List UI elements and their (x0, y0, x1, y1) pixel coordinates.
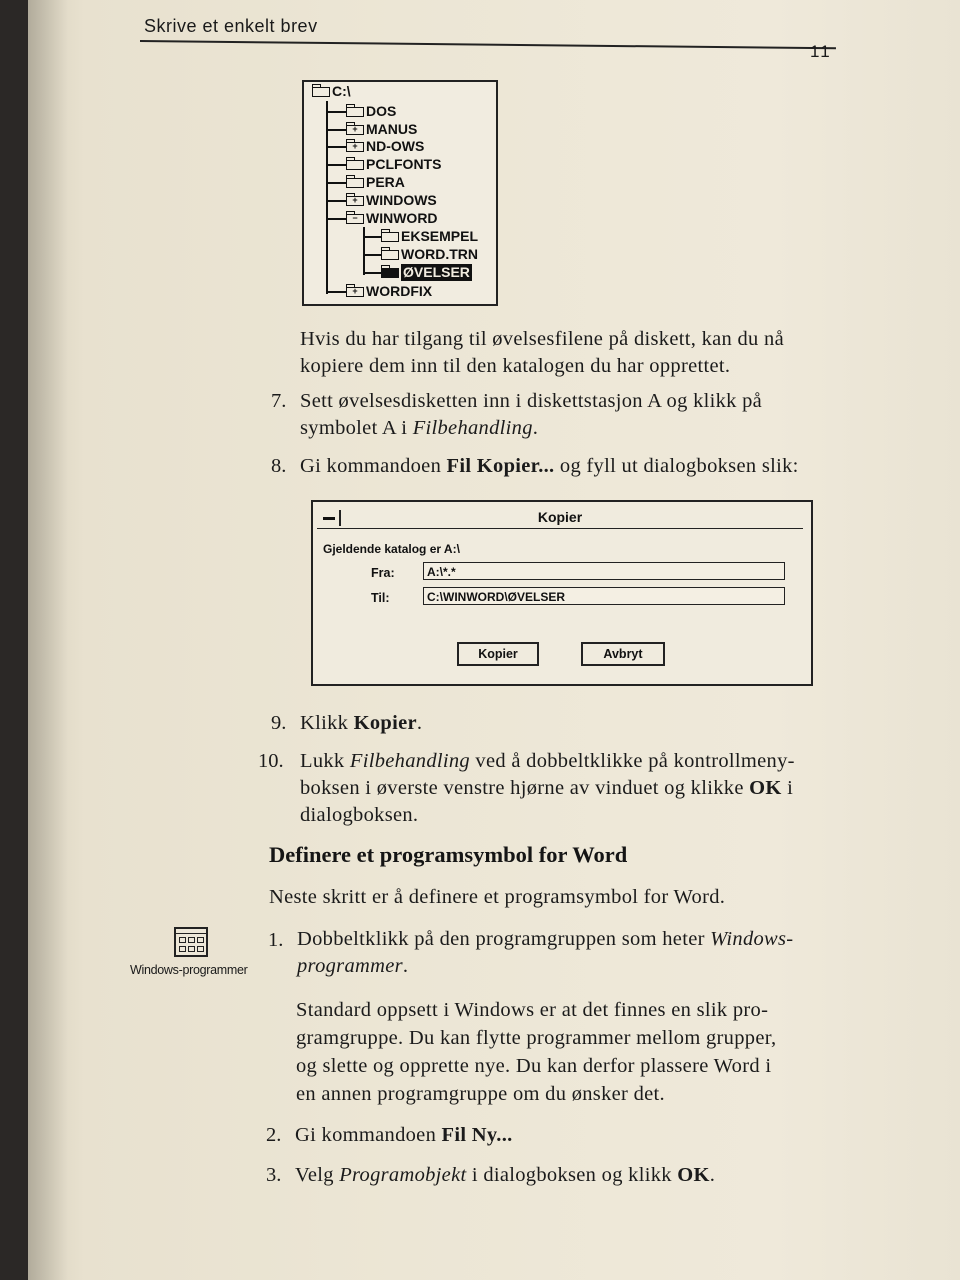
section-step-3-text: Velg Programobjekt i dialogboksen og klikk OK. (295, 1164, 716, 1186)
section-lead: Neste skritt er å definere et programsymbol for Word. (269, 886, 726, 908)
tree-item-word-trn: WORD.TRN (365, 246, 478, 263)
step-number: 7. (271, 390, 287, 412)
tree-item-pera: PERA (328, 174, 405, 191)
tree-item-pclfonts: PCLFONTS (328, 156, 441, 173)
step-number: 9. (271, 712, 287, 734)
tree-item-ovelser-selected: ØVELSER (365, 264, 472, 281)
from-input: A:\*.* (423, 562, 785, 580)
folder-plus-icon: + (346, 196, 364, 206)
folder-plus-icon: + (346, 287, 364, 297)
folder-minus-icon: − (346, 214, 364, 224)
folder-plus-icon: + (346, 142, 364, 152)
folder-icon (346, 160, 364, 170)
cancel-button: Avbryt (581, 642, 665, 666)
tree-item-wordfix: + WORDFIX (328, 283, 432, 300)
book-page (28, 0, 960, 1280)
to-input: C:\WINWORD\ØVELSER (423, 587, 785, 605)
step-number: 3. (266, 1164, 282, 1186)
intro-paragraph: Hvis du har tilgang til øvelsesfilene på diskett, kan du nå kopiere dem inn til den katalogen du har opprettet. (300, 328, 784, 377)
tree-item-winword: − WINWORD (328, 210, 438, 227)
dialog-titlebar (317, 508, 803, 529)
dialog-title: Kopier (537, 509, 583, 525)
step-7-text: Sett øvelsesdisketten inn i diskettstasjon A og klikk på symbolet A i Filbehandling. (300, 390, 763, 439)
directory-tree-figure (302, 80, 498, 306)
tree-item-nd-ows: + ND-OWS (328, 138, 424, 155)
step-number: 2. (266, 1124, 282, 1146)
section-step-1-paragraph: Standard oppsett i Windows er at det finnes en slik pro- gramgruppe. Du kan flytte programmer mellom grupper, og slette og opprette nye. Du kan derfor plassere Word i en annen programgruppe om du ønsker det. (296, 999, 777, 1105)
tree-root: C:\ (312, 83, 351, 100)
tree-item-manus: + MANUS (328, 121, 417, 138)
from-label: Fra: (371, 566, 395, 580)
program-group-caption: Windows-programmer (130, 963, 248, 977)
step-8-text: Gi kommandoen Fil Kopier... og fyll ut dialogboksen slik: (300, 455, 799, 477)
folder-plus-icon: + (346, 125, 364, 135)
current-directory-label: Gjeldende katalog er A:\ (323, 542, 460, 556)
section-heading: Definere et programsymbol for Word (269, 842, 628, 867)
step-10-text: Lukk Filbehandling ved å dobbeltklikke på kontrollmeny- boksen i øverste venstre hjørne av vinduet og klikke OK i dialogboksen. (300, 750, 795, 826)
tree-item-eksempel: EKSEMPEL (365, 228, 478, 245)
step-number: 8. (271, 455, 287, 477)
folder-icon (346, 178, 364, 188)
folder-icon (381, 250, 399, 260)
step-number: 10. (258, 750, 284, 772)
program-group-icon (174, 927, 208, 957)
folder-icon (346, 107, 364, 117)
section-step-2-text: Gi kommandoen Fil Ny... (295, 1124, 513, 1146)
to-label: Til: (371, 591, 390, 605)
open-folder-icon (312, 87, 330, 97)
folder-icon (381, 268, 399, 278)
section-step-1-text: Dobbeltklikk på den programgruppen som heter Windows- programmer. (297, 928, 794, 977)
tree-item-windows: + WINDOWS (328, 192, 437, 209)
step-9-text: Klikk Kopier. (300, 712, 423, 734)
page-number: 11 (810, 42, 832, 61)
step-number: 1. (268, 929, 284, 951)
tree-item-dos: DOS (328, 103, 396, 120)
copy-button: Kopier (457, 642, 539, 666)
copy-dialog-figure (311, 500, 813, 686)
folder-icon (381, 232, 399, 242)
running-header: Skrive et enkelt brev (144, 16, 318, 36)
header-rule (140, 40, 836, 49)
